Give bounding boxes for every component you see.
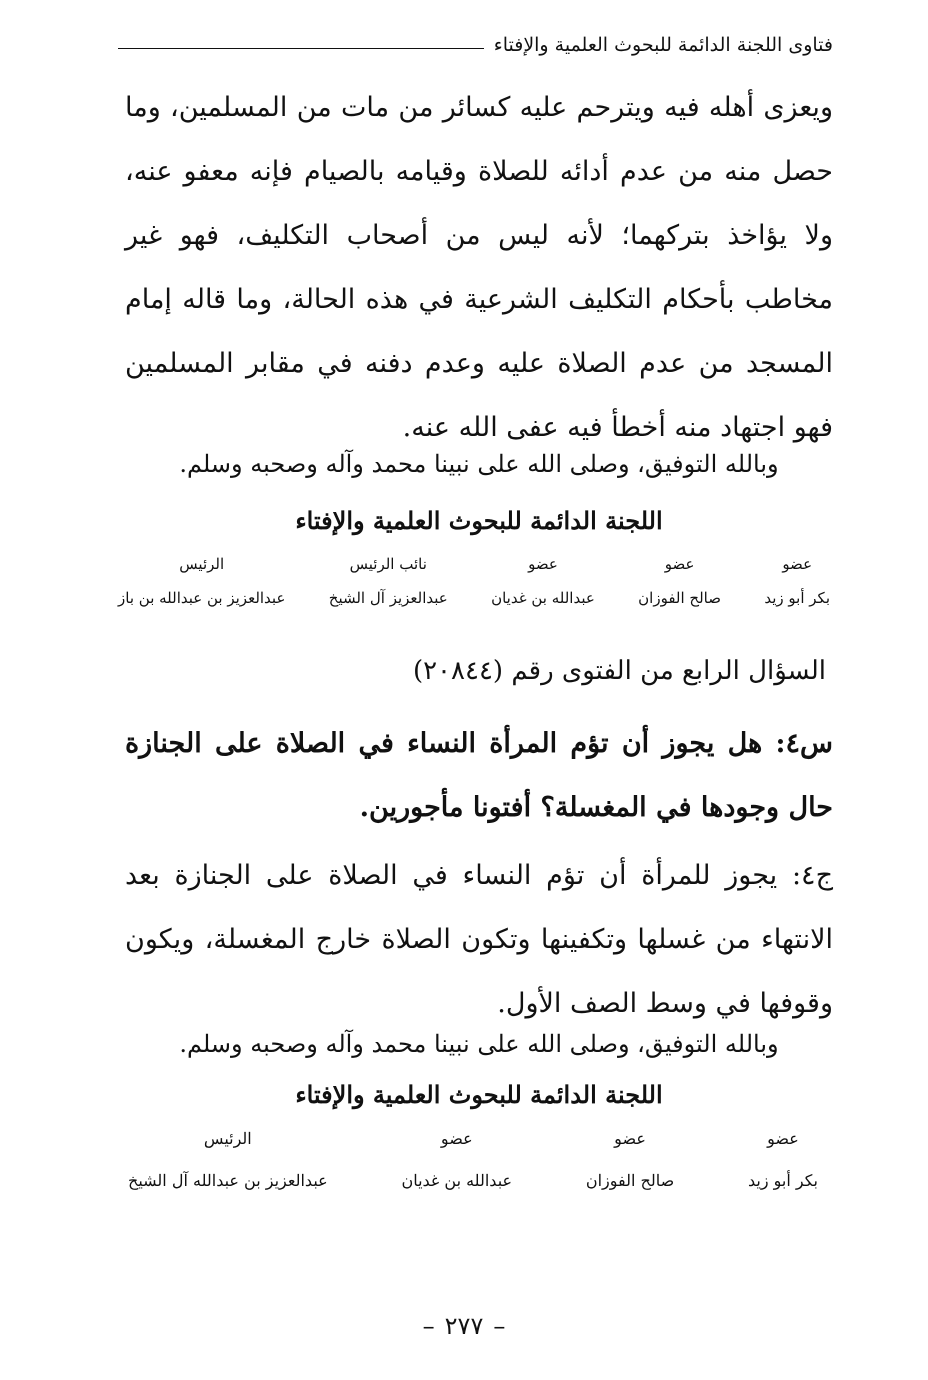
signatory-name: صالح الفوزان: [585, 1171, 675, 1190]
signatory-role: عضو: [440, 1129, 473, 1148]
header-title: فتاوى اللجنة الدائمة للبحوث العلمية والإفتاء: [493, 34, 833, 56]
signatory-name: بكر أبو زيد: [764, 589, 830, 607]
signatory: [764, 550, 830, 612]
signatory-name: صالح الفوزان: [638, 589, 721, 607]
page-number: [0, 1312, 928, 1340]
fatwa2-answer: ج٤: يجوز للمرأة أن تؤم النساء في الصلاة على الجنازة بعد الانتهاء من غسلها وتكفينها وتكون الصلاة خارج المغسلة، ويكون وقوفها في وسط الصف الأول.: [125, 860, 833, 1019]
signatory-name: عبدالعزيز بن عبدالله آل الشيخ: [128, 1171, 328, 1190]
signatory-name: عبدالله بن غديان: [401, 1171, 513, 1190]
signatory: [118, 550, 285, 612]
signatory-name: عبدالعزيز بن عبدالله بن باز: [118, 589, 286, 607]
signatory: [748, 1124, 818, 1196]
signatory: [401, 1124, 512, 1196]
signatory-role: عضو: [614, 1129, 646, 1148]
signatory-role: الرئيس: [203, 1129, 252, 1148]
fatwa1-closing: وبالله التوفيق، وصلى الله على نبينا محمد وآله وصحبه وسلم.: [179, 450, 779, 478]
signatory: [329, 550, 448, 612]
signatory: [638, 550, 721, 612]
signatory: [128, 1124, 328, 1196]
signatory-role: عضو: [528, 555, 558, 573]
fatwa2-closing: وبالله التوفيق، وصلى الله على نبينا محمد وآله وصحبه وسلم.: [179, 1030, 779, 1058]
fatwa2-signatories: [128, 1124, 818, 1196]
signatory: [586, 1124, 674, 1196]
signatory-name: عبدالعزيز آل الشيخ: [328, 589, 448, 607]
signatory: [491, 550, 595, 612]
signatory-role: الرئيس: [179, 555, 225, 573]
fatwa1-signatories: [118, 550, 830, 612]
signatory-name: عبدالله بن غديان: [491, 589, 595, 607]
page-number-dash: –: [422, 1312, 435, 1340]
fatwa2-question: س٤: هل يجوز أن تؤم المرأة النساء في الصلاة على الجنازة حال وجودها في المغسلة؟ أفتونا مأجورين.: [125, 728, 833, 823]
header-rule: [118, 48, 484, 49]
signatory-name: بكر أبو زيد: [747, 1171, 818, 1190]
fatwa1-body: ويعزى أهله فيه ويترحم عليه كسائر من مات من المسلمين، وما حصل منه من عدم أدائه للصلاة وقيامه بالصيام فإنه معفو عنه، ولا يؤاخذ بتركهما؛ لأنه ليس من أصحاب التكليف، فهو غير مخاطب بأحكام التكليف الشرعية في هذه الحالة، وما قاله إمام المسجد من عدم الصلاة عليه وعدم دفنه في مقابر المسلمين فهو اجتهاد منه أخطأ فيه عفى الله عنه.: [125, 92, 833, 443]
signatory-role: عضو: [767, 1129, 799, 1148]
signatory-role: عضو: [664, 555, 695, 573]
page-number-dash: –: [493, 1312, 506, 1340]
fatwa2-reference: السؤال الرابع من الفتوى رقم (٢٠٨٤٤): [412, 656, 826, 686]
running-header: [118, 34, 833, 56]
fatwa1-committee: اللجنة الدائمة للبحوث العلمية والإفتاء: [295, 506, 663, 535]
fatwa2-committee: اللجنة الدائمة للبحوث العلمية والإفتاء: [295, 1080, 663, 1109]
signatory-role: نائب الرئيس: [349, 555, 427, 573]
page-number-value: ٢٧٧: [444, 1312, 484, 1340]
signatory-role: عضو: [782, 555, 813, 573]
